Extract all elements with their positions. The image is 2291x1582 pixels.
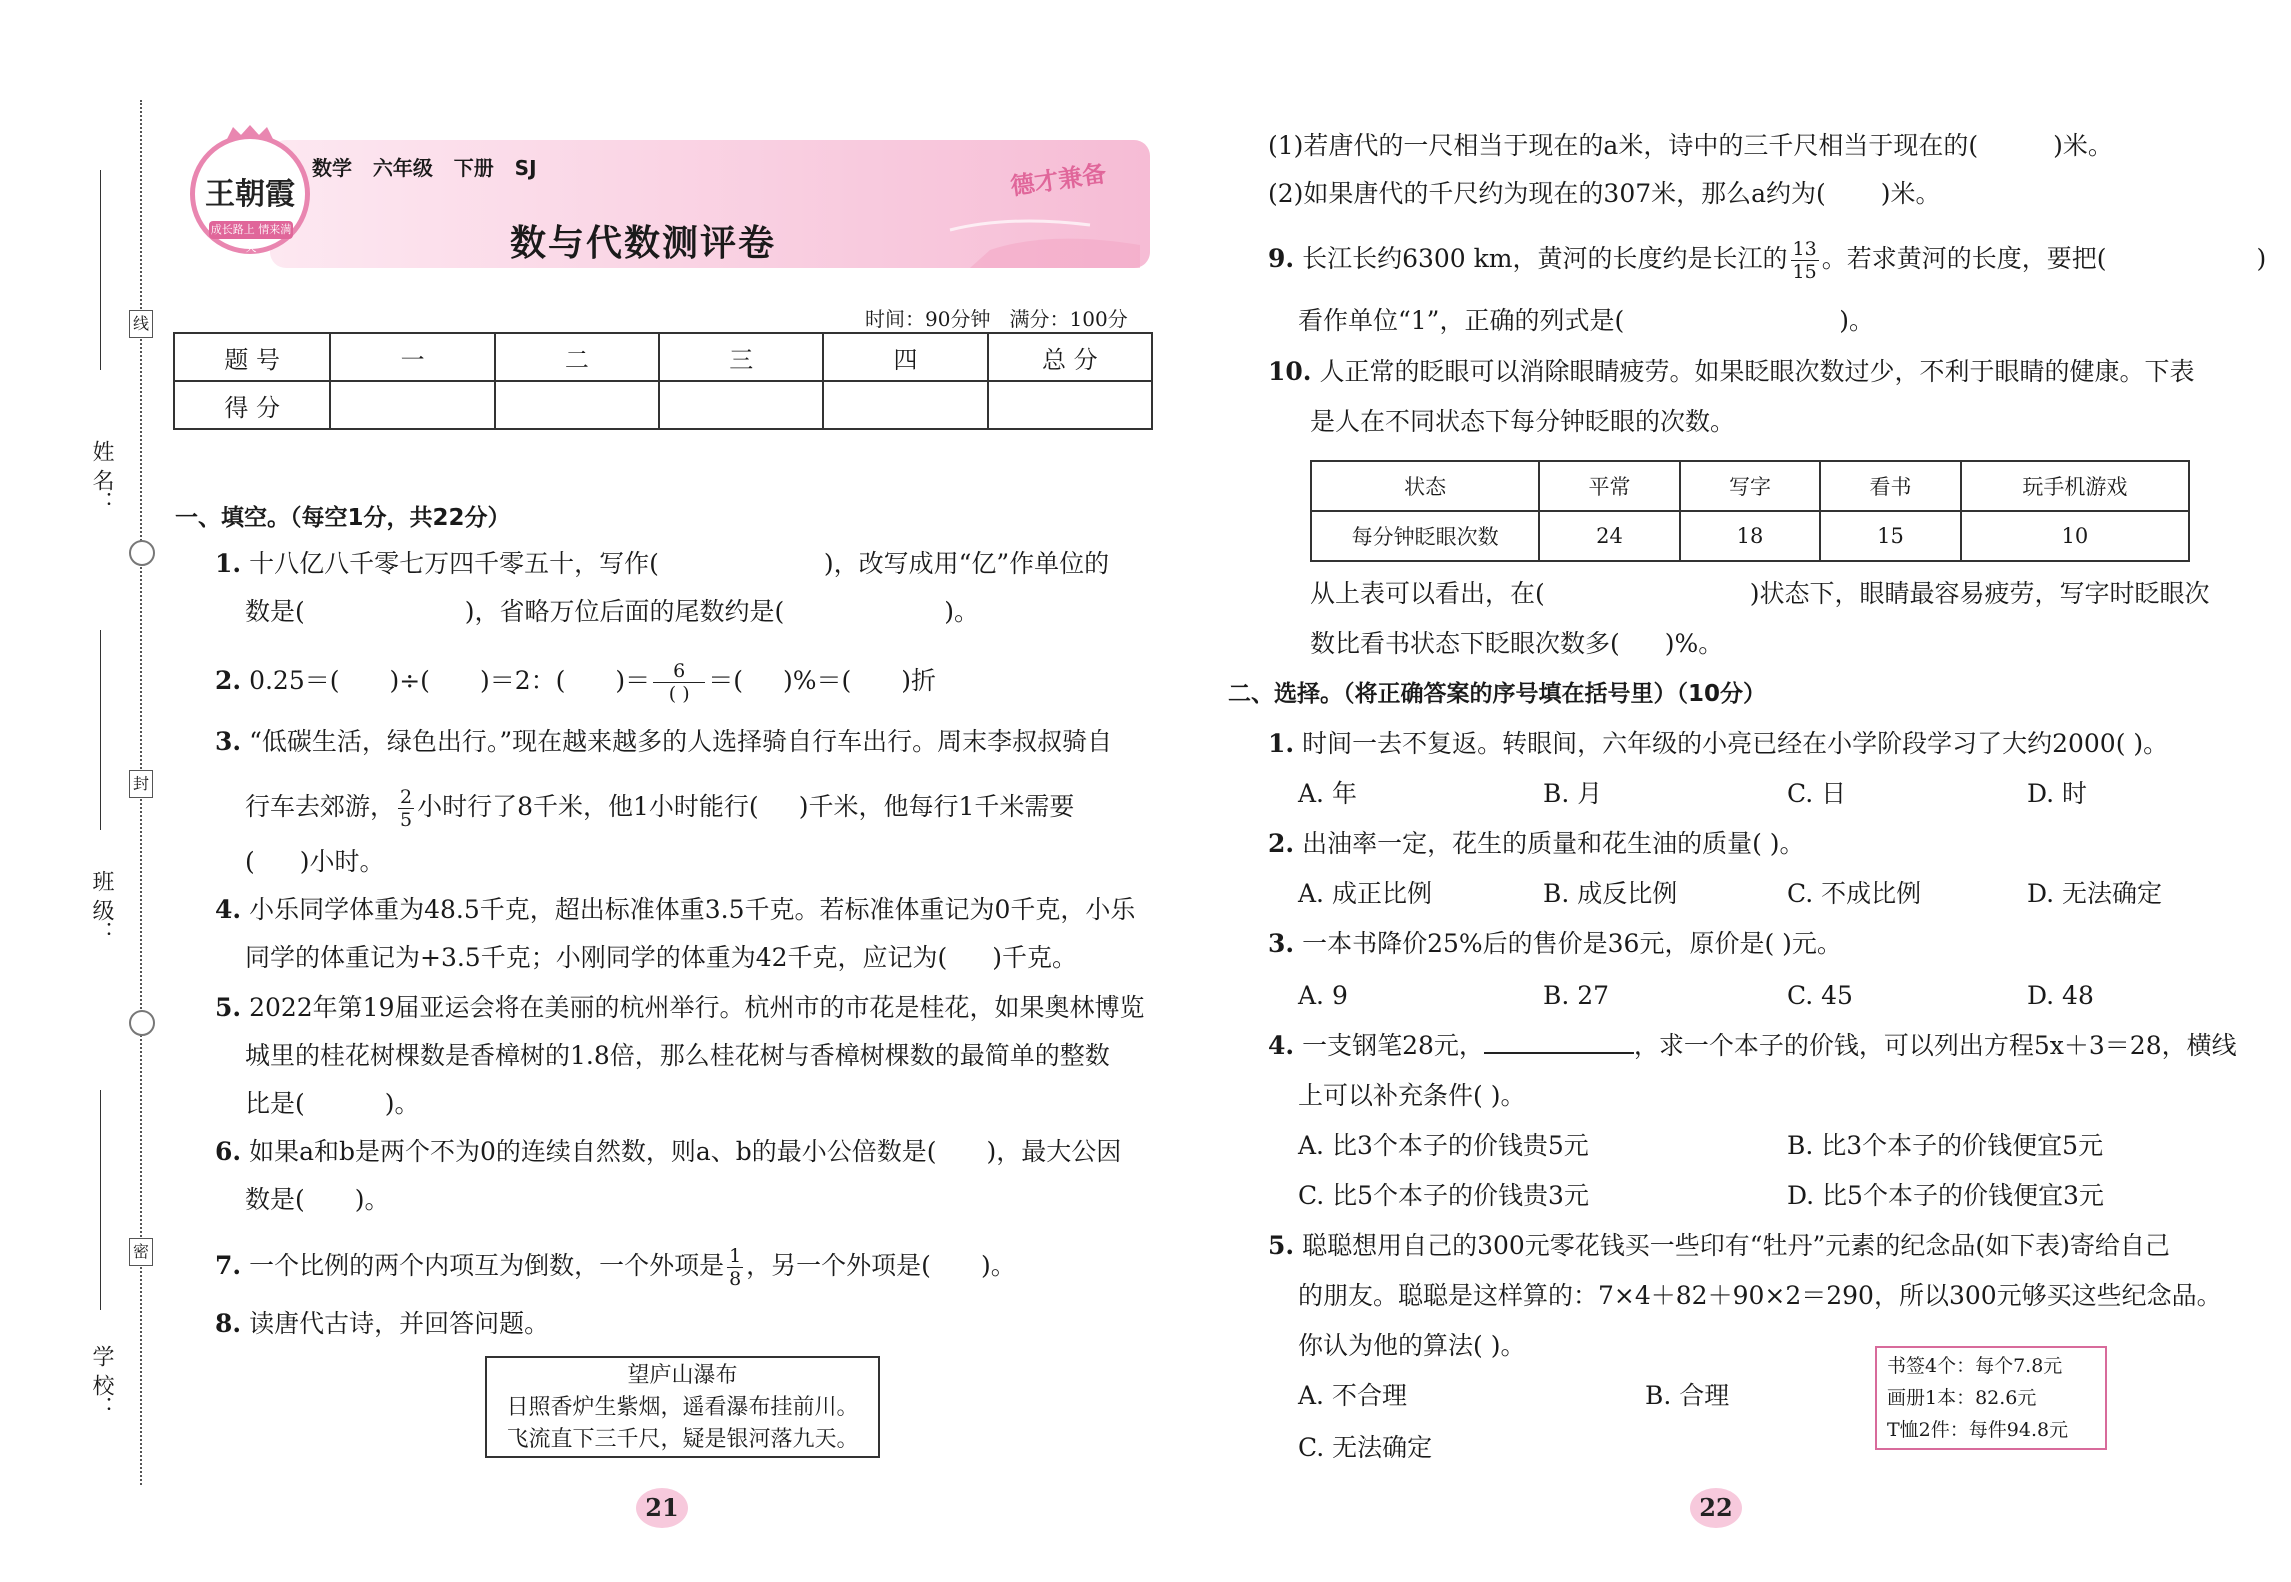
question-10: 10. 人正常的眨眼可以消除眼睛疲劳。如果眨眼次数过少，不利于眼睛的健康。下表 [1268,357,2195,386]
question-3-cont: 行车去郊游， $\frac{2}{5}$ 小时行了8千米，他1小时能行( )千米，他每行1千米需要 [245,786,1075,831]
question-3: 3. “低碳生活，绿色出行。”现在越来越多的人选择骑自行车出行。周末李叔叔骑自 [215,727,1113,756]
score-header-cell: 题 号 [174,333,330,381]
poem-title: 望庐山瀑布 [627,1363,738,1388]
choice-2-opt-d: D. 无法确定 [2027,879,2163,908]
score-cell[interactable] [495,381,659,429]
score-cell[interactable] [330,381,494,429]
section-1-heading: 一、填空。（每空1分，共22分） [175,505,511,531]
badge-text: 德才兼备 [1008,159,1108,201]
choice-3-opt-b: B. 27 [1543,981,1610,1010]
choice-3-opt-d: D. 48 [2027,981,2094,1010]
choice-4-opt-b: B. 比3个本子的价钱便宜5元 [1787,1131,2104,1160]
score-cell[interactable] [659,381,823,429]
question-3-cont2: ( )小时。 [245,847,385,876]
name-label: 姓 名： [89,440,114,513]
price-box [1875,1346,2107,1450]
blink-header-cell: 状态 [1311,461,1539,511]
school-underline [100,1090,101,1310]
question-5-cont: 城里的桂花树棵数是香樟树的1.8倍，那么桂花树与香樟树棵数的最简单的整数 [245,1041,1110,1070]
seal-line: 线 [129,310,153,338]
score-cell[interactable] [823,381,987,429]
score-header-cell: 三 [659,333,823,381]
question-6-cont: 数是( )。 [245,1185,390,1214]
score-row-label: 得 分 [174,381,330,429]
score-cell[interactable] [988,381,1152,429]
blink-header-cell: 看书 [1820,461,1960,511]
question-8-1: (1)若唐代的一尺相当于现在的a米，诗中的三千尺相当于现在的( )米。 [1268,131,2113,160]
choice-1-opt-b: B. 月 [1543,779,1603,808]
class-label: 班 级： [89,870,114,943]
poem-line: 飞流直下三千尺，疑是银河落九天。 [506,1427,859,1452]
question-2: 2. 0.25＝( )÷( )＝2：( )＝ $\frac{6}{( )}$ ＝( )%＝( )折 [215,660,937,705]
blink-header-row [1311,461,2189,511]
name-underline [100,170,101,370]
score-header-cell: 一 [330,333,494,381]
choice-5-opt-a: A. 不合理 [1298,1381,1407,1410]
question-1: 1. 十八亿八千零七万四千零五十，写作( )，改写成用“亿”作单位的 [215,549,1110,578]
score-header-row [174,333,1152,381]
question-8-2: (2)如果唐代的千尺约为现在的307米，那么a约为( )米。 [1268,179,1941,208]
blink-value: 15 [1820,511,1960,561]
binding-hole-icon [129,540,155,566]
price-line: 画册1本：82.6元 [1887,1387,2037,1409]
choice-4: 4. 一支钢笔28元， ，求一个本子的价钱，可以列出方程5x＋3＝28，横线 [1268,1031,2237,1060]
brand-name: 王朝霞 [205,177,295,212]
fraction: $\frac{13}{15}$ [1792,238,1817,283]
score-row [174,381,1152,429]
fraction: $\frac{6}{( )}$ [653,660,705,705]
choice-5: 5. 聪聪想用自己的300元零花钱买一些印有“牡丹”元素的纪念品(如下表)寄给自己 [1268,1231,2170,1260]
choice-5-opt-c: C. 无法确定 [1298,1433,1433,1462]
question-1-cont: 数是( )，省略万位后面的尾数约是( )。 [245,597,980,626]
choice-3-opt-c: C. 45 [1787,981,1853,1010]
brand-slogan: 成长路上 情来满天 [210,223,292,254]
blink-header-cell: 平常 [1539,461,1679,511]
seal-mi: 密 [129,1238,153,1266]
price-line: 书签4个：每个7.8元 [1887,1355,2063,1377]
question-4-cont: 同学的体重记为+3.5千克；小刚同学的体重为42千克，应记为( )千克。 [245,943,1078,972]
seal-feng: 封 [129,770,153,798]
choice-4-opt-a: A. 比3个本子的价钱贵5元 [1298,1131,1589,1160]
blink-value: 18 [1680,511,1820,561]
header-banner [190,120,1150,270]
fraction: $\frac{2}{5}$ [400,786,413,831]
question-9-cont: 看作单位“1”，正确的列式是( )。 [1298,306,1874,335]
poem-line: 日照香炉生紫烟，遥看瀑布挂前川。 [506,1395,859,1420]
choice-5-opt-b: B. 合理 [1645,1381,1730,1410]
poem-box [485,1356,880,1458]
choice-5-cont2: 你认为他的算法( )。 [1298,1331,1526,1360]
choice-4-opt-d: D. 比5个本子的价钱便宜3元 [1787,1181,2104,1210]
question-4: 4. 小乐同学体重为48.5千克，超出标准体重3.5千克。若标准体重记为0千克，小乐 [215,895,1136,924]
page-number: 21 [636,1488,688,1528]
choice-1-opt-a: A. 年 [1298,779,1357,808]
score-table [173,332,1153,430]
question-10-cont2: 从上表可以看出，在( )状态下，眼睛最容易疲劳，写字时眨眼次 [1310,579,2210,608]
blink-row-label: 每分钟眨眼次数 [1311,511,1539,561]
choice-1: 1. 时间一去不复返。转眼间，六年级的小亮已经在小学阶段学习了大约2000( )。 [1268,729,2169,758]
score-header-cell: 四 [823,333,987,381]
choice-4-opt-c: C. 比5个本子的价钱贵3元 [1298,1181,1589,1210]
blink-header-cell: 写字 [1680,461,1820,511]
subject-line: 数学 六年级 下册 SJ [312,156,537,180]
class-underline [100,630,101,830]
score-header-cell: 二 [495,333,659,381]
choice-2-opt-c: C. 不成比例 [1787,879,1922,908]
fraction: $\frac{1}{8}$ [729,1245,742,1290]
choice-3-opt-a: A. 9 [1298,981,1348,1010]
question-10-cont: 是人在不同状态下每分钟眨眼的次数。 [1310,407,1736,436]
question-9: 9. 长江长约6300 km，黄河的长度约是长江的 $\frac{13}{15}$ 。若求黄河的长度，要把( ) [1268,238,2267,283]
brand-logo [190,134,310,254]
question-5-cont2: 比是( )。 [245,1089,420,1118]
choice-5-cont: 的朋友。聪聪是这样算的：7×4＋82＋90×2＝290，所以300元够买这些纪念品。 [1298,1281,2222,1310]
page-title: 数与代数测评卷 [510,223,777,264]
score-header-cell: 总 分 [988,333,1152,381]
blink-data-row [1311,511,2189,561]
question-6: 6. 如果a和b是两个不为0的连续自然数，则a、b的最小公倍数是( )，最大公因 [215,1137,1122,1166]
section-2-heading: 二、选择。（将正确答案的序号填在括号里）（10分） [1228,681,1767,707]
blink-table [1310,460,2190,562]
school-label: 学 校： [89,1345,114,1418]
choice-3: 3. 一本书降价25%后的售价是36元，原价是( )元。 [1268,929,1842,958]
question-5: 5. 2022年第19届亚运会将在美丽的杭州举行。杭州市的市花是桂花，如果奥林博览 [215,993,1145,1022]
choice-2-opt-a: A. 成正比例 [1298,879,1432,908]
page-number: 22 [1690,1488,1742,1528]
choice-1-opt-c: C. 日 [1787,779,1847,808]
exam-meta: 时间：90分钟 满分：100分 [865,307,1128,331]
choice-1-opt-d: D. 时 [2027,779,2088,808]
question-8: 8. 读唐代古诗，并回答问题。 [215,1309,550,1338]
question-10-cont3: 数比看书状态下眨眼次数多( )%。 [1310,629,1724,658]
binding-hole-icon [129,1010,155,1036]
blink-value: 24 [1539,511,1679,561]
choice-2-opt-b: B. 成反比例 [1543,879,1678,908]
choice-4-cont: 上可以补充条件( )。 [1298,1081,1526,1110]
blink-header-cell: 玩手机游戏 [1961,461,2189,511]
price-line: T恤2件：每件94.8元 [1887,1419,2069,1441]
choice-2: 2. 出油率一定，花生的质量和花生油的质量( )。 [1268,829,1805,858]
question-7: 7. 一个比例的两个内项互为倒数，一个外项是 $\frac{1}{8}$ ，另一个外项是( )。 [215,1245,1016,1290]
blink-value: 10 [1961,511,2189,561]
crown-icon [225,125,275,141]
